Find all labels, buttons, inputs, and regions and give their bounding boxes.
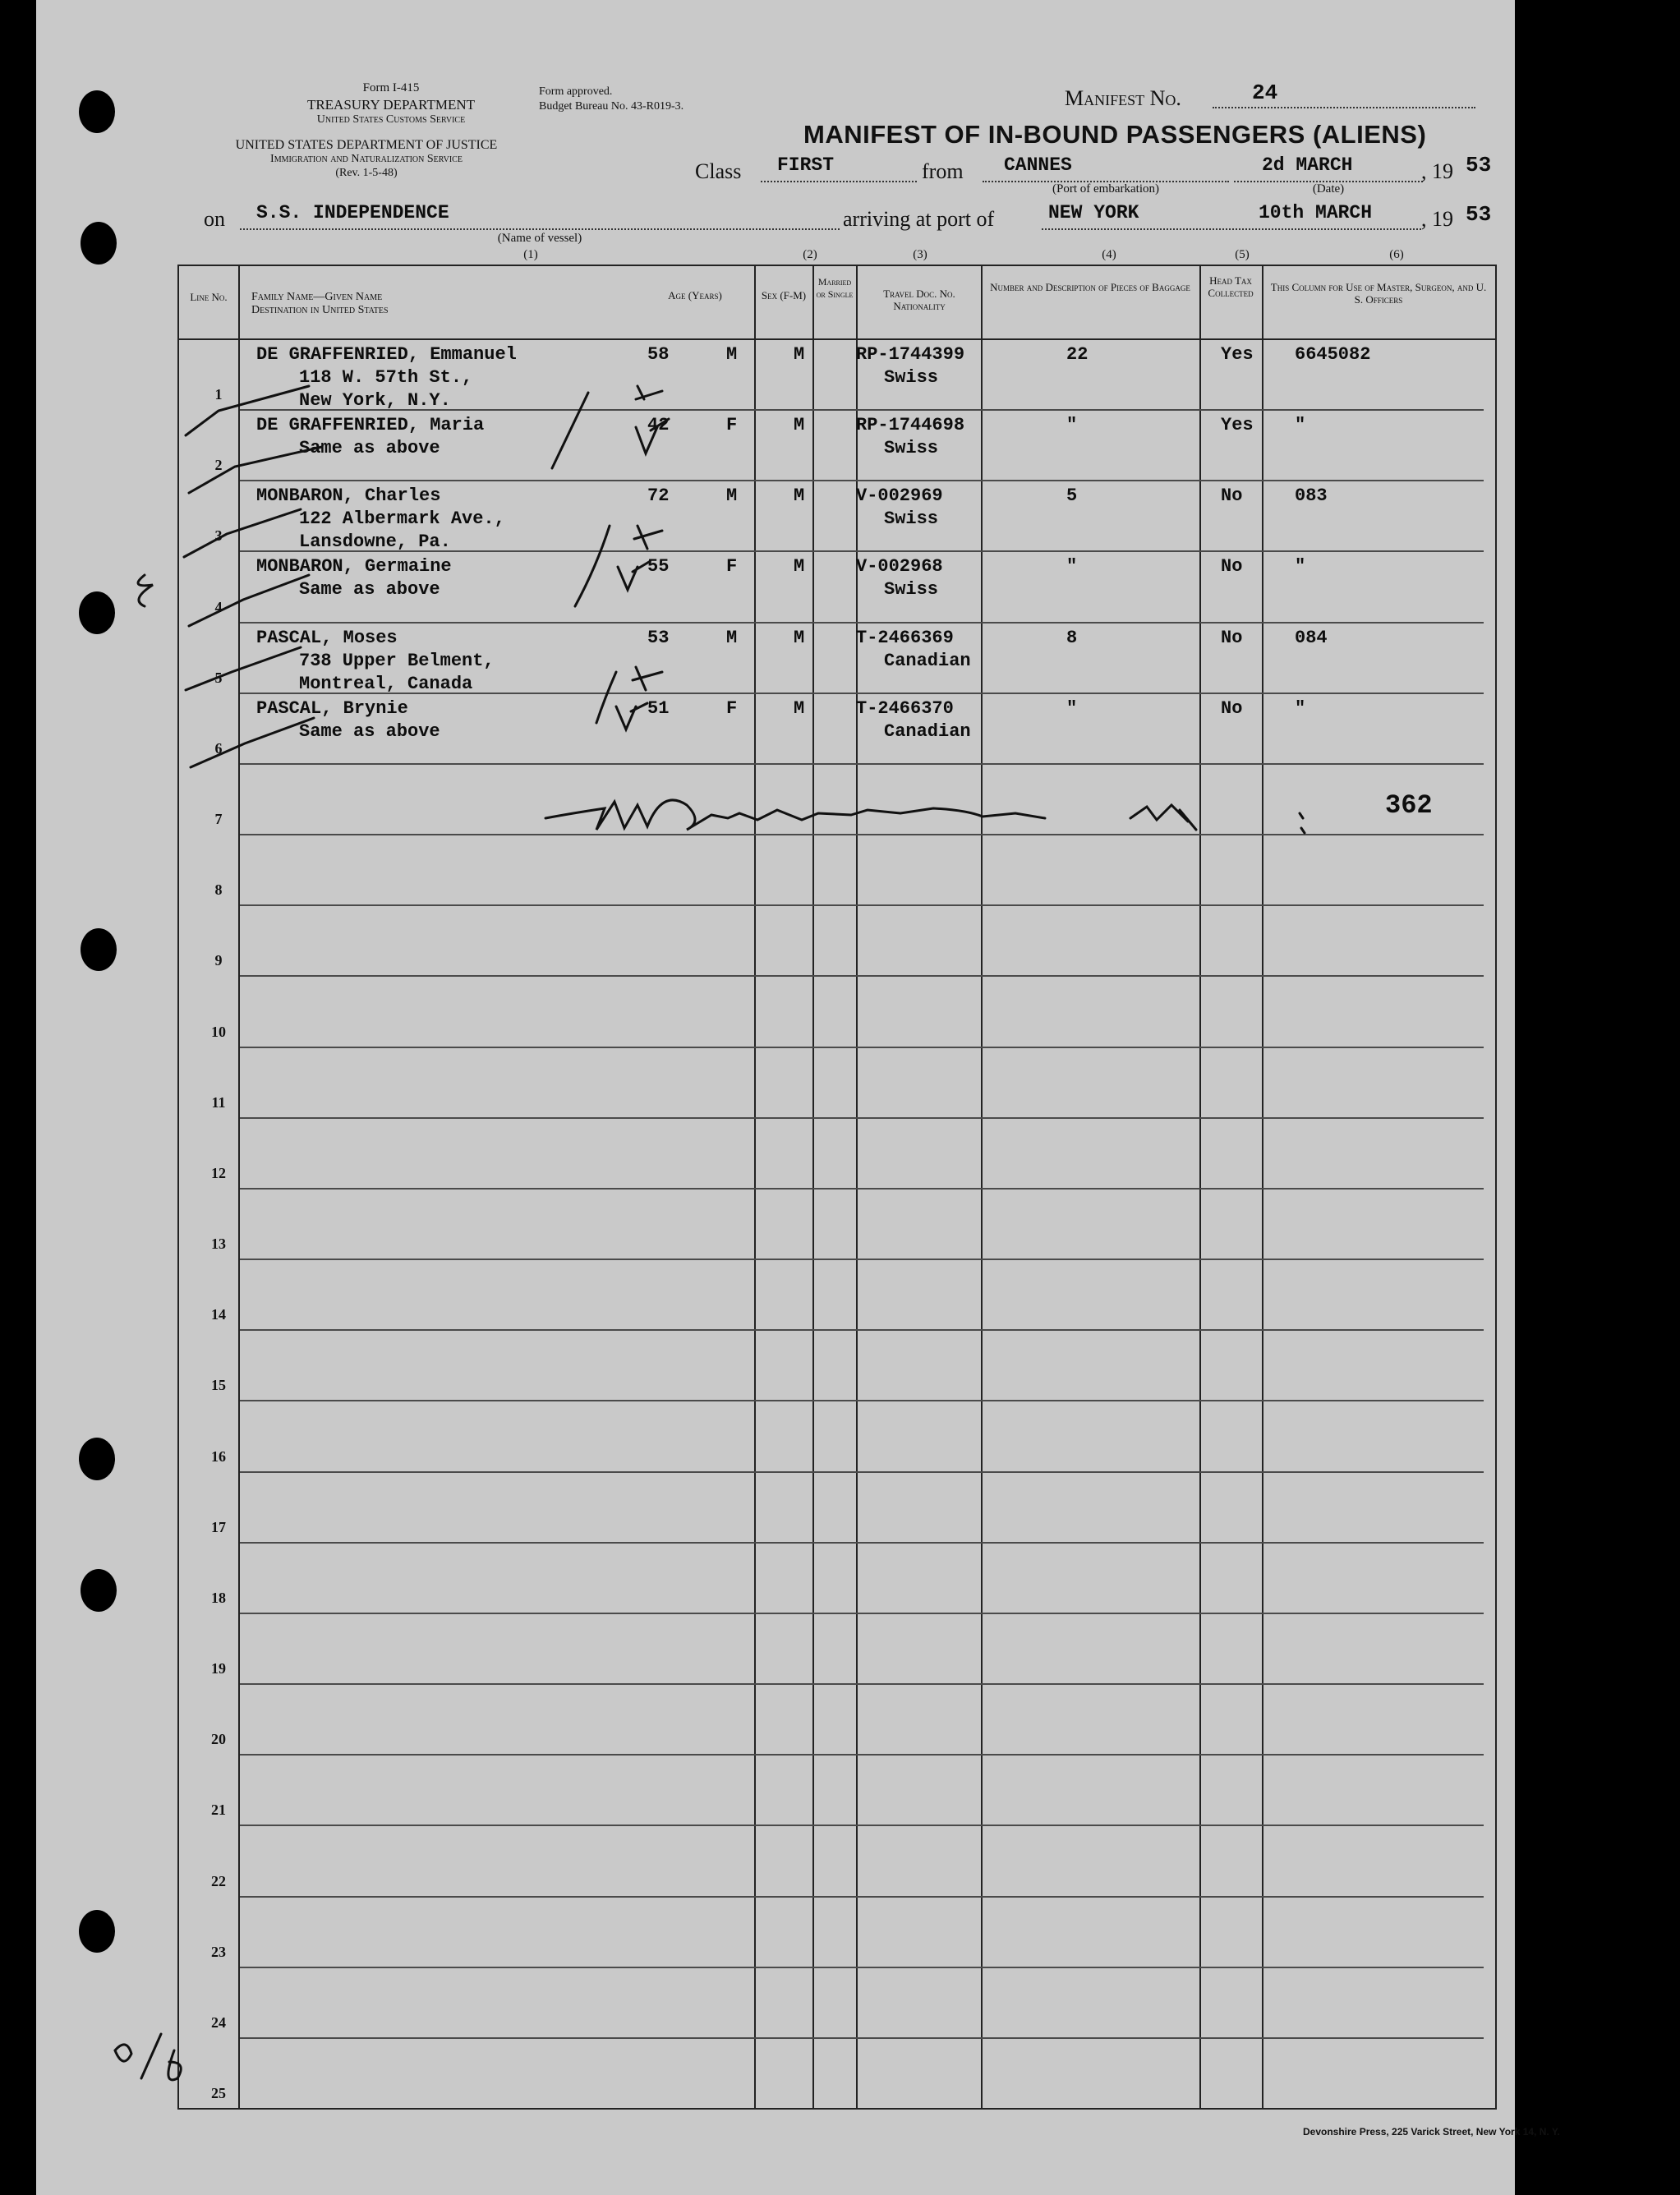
passenger-marital: M [794,415,805,435]
passenger-name: PASCAL, Moses [256,628,398,648]
line-number: 9 [214,952,223,969]
col-married-header: Married or Single [816,276,854,300]
check-stroke [186,386,309,435]
passenger-address: Same as above [299,579,440,600]
line-number: 6 [214,740,223,757]
officer-entry: 084 [1295,628,1328,648]
arriving-label: arriving at port of [843,207,995,231]
check-stroke [189,575,309,626]
signature-stroke [545,800,1045,830]
bracket-stroke [596,672,616,723]
col-dest-header: Destination in United States [251,304,389,316]
bracket-stroke [575,526,610,606]
vessel-name: S.S. INDEPENDENCE [256,202,449,223]
check-stroke [184,509,301,557]
line-number: 7 [214,811,223,827]
passenger-marital: M [794,698,805,719]
head-tax: No [1221,698,1243,719]
passenger-nationality: Canadian [884,651,971,671]
line-number: 14 [211,1306,226,1323]
officer-entry: " [1295,698,1306,719]
passenger-nationality: Canadian [884,721,971,742]
col-baggage-header: Number and Description of Pieces of Baggage [990,281,1190,293]
line-number: 23 [211,1944,226,1960]
line-number: 15 [211,1377,226,1393]
travel-doc-number: RP-1744698 [856,415,965,435]
passenger-address: 122 Albermark Ave., [299,508,505,529]
bracket-stroke [552,393,588,468]
col-sex-header: Sex (F-M) [761,289,807,301]
manifest-title: MANIFEST OF IN-BOUND PASSENGERS (ALIENS) [803,120,1427,149]
line-number: 8 [214,881,223,898]
head-tax: No [1221,485,1243,506]
line-number: 16 [211,1448,226,1465]
initial-stroke [636,419,669,453]
baggage-count: " [1066,698,1078,719]
year-value: 53 [1466,153,1492,177]
passenger-address: 738 Upper Belment, [299,651,495,671]
passenger-sex: F [726,415,738,435]
class-label: Class [695,159,742,183]
margin-mark-stroke [115,2045,131,2061]
passenger-name: DE GRAFFENRIED, Maria [256,415,485,435]
baggage-count: 5 [1066,485,1078,506]
manifest-no-label: Manifest No. [1065,86,1181,110]
margin-mark-stroke [168,2050,181,2080]
officer-entry: 6645082 [1295,344,1371,365]
passenger-nationality: Swiss [884,438,939,458]
col-officers-header: This Column for Use of Master, Surgeon, and U. S. Officers [1270,281,1487,306]
travel-doc-number: T-2466369 [856,628,954,648]
line-number: 17 [211,1519,226,1535]
line-number: 1 [214,386,223,403]
passenger-nationality: Swiss [884,508,939,529]
passenger-name: MONBARON, Germaine [256,556,452,577]
col-age-header: Age (Years) [668,289,722,301]
treasury-dept: TREASURY DEPARTMENT [306,97,476,113]
check-stroke [186,647,301,690]
passenger-address: Montreal, Canada [299,674,473,694]
justice-dept: UNITED STATES DEPARTMENT OF JUSTICE [235,138,498,152]
passenger-sex: F [726,556,738,577]
line-number: 5 [214,670,223,686]
stamp-number: 362 [1385,790,1433,821]
on-label: on [204,207,225,231]
passenger-marital: M [794,628,805,648]
col-num-3: (3) [913,248,927,261]
passenger-name: DE GRAFFENRIED, Emmanuel [256,344,517,365]
check-stroke [191,718,314,767]
passenger-name: PASCAL, Brynie [256,698,408,719]
col-num-6: (6) [1389,248,1404,261]
head-tax: Yes [1221,344,1254,365]
customs-service: United States Customs Service [316,113,466,126]
line-number: 19 [211,1660,226,1677]
arrival-port: NEW YORK [1048,202,1139,223]
arrival-year-prefix: , 19 [1421,207,1453,231]
officer-entry: 083 [1295,485,1328,506]
manifest-no-value: 24 [1252,81,1278,105]
passenger-nationality: Swiss [884,579,939,600]
passenger-marital: M [794,556,805,577]
passenger-age: 42 [647,415,670,435]
line-number: 3 [214,527,223,544]
line-number: 25 [211,2085,226,2101]
passenger-marital: M [794,344,805,365]
travel-doc-number: V-002968 [856,556,943,577]
form-approved: Form approved. [539,85,613,98]
year-prefix: , 19 [1421,159,1453,183]
baggage-count: " [1066,556,1078,577]
ins-service: Immigration and Naturalization Service [270,153,463,165]
line-number: 18 [211,1590,226,1606]
travel-doc-number: T-2466370 [856,698,954,719]
port-caption: (Port of embarkation) [1052,182,1159,196]
initial-stroke [636,386,662,399]
date-value: 2d MARCH [1262,154,1353,176]
passenger-marital: M [794,485,805,506]
officer-entry: " [1295,415,1306,435]
passenger-sex: M [726,485,738,506]
head-tax: No [1221,628,1243,648]
manifest-page [30,0,1560,2195]
line-number: 24 [211,2014,226,2031]
passenger-sex: M [726,344,738,365]
arrival-year: 53 [1466,202,1492,227]
vessel-caption: (Name of vessel) [497,232,582,245]
travel-doc-number: V-002969 [856,485,943,506]
pen-marks [30,0,1515,2195]
baggage-count: " [1066,415,1078,435]
initial-stroke [634,526,662,549]
passenger-sex: M [726,628,738,648]
printer-credit: Devonshire Press, 225 Varick Street, New York 14, N. Y. [1303,2126,1560,2137]
passenger-age: 72 [647,485,670,506]
col-line-header: Line No. [190,291,228,303]
line-number: 13 [211,1236,226,1252]
passenger-age: 58 [647,344,670,365]
head-tax: No [1221,556,1243,577]
travel-doc-number: RP-1744399 [856,344,965,365]
passenger-age: 53 [647,628,670,648]
passenger-age: 51 [647,698,670,719]
col-num-1: (1) [523,248,538,261]
form-number: Form I-415 [362,81,420,94]
col-num-2: (2) [803,248,817,261]
passenger-address: Same as above [299,438,440,458]
budget-bureau: Budget Bureau No. 43-R019-3. [539,100,684,113]
side-mark-stroke [138,575,153,606]
initial-stroke [618,562,649,590]
from-value: CANNES [1004,154,1072,176]
passenger-address: Same as above [299,721,440,742]
passenger-address: 118 W. 57th St., [299,367,473,388]
line-number: 21 [211,1802,226,1818]
line-number: 11 [211,1094,226,1111]
baggage-count: 22 [1066,344,1089,365]
passenger-address: New York, N.Y. [299,390,451,411]
passenger-nationality: Swiss [884,367,939,388]
signature-stroke [1300,813,1305,833]
arrival-date: 10th MARCH [1259,202,1373,223]
form-revision: (Rev. 1-5-48) [335,167,398,179]
col-tax-header: Head Tax Collected [1208,274,1254,299]
margin-mark-stroke [141,2034,161,2078]
initial-stroke [616,703,647,729]
passenger-address: Lansdowne, Pa. [299,531,451,552]
line-number: 22 [211,1873,226,1889]
check-stroke [189,447,322,493]
date-caption: (Date) [1312,182,1345,196]
col-num-5: (5) [1235,248,1250,261]
initial-stroke [633,667,662,690]
line-number: 20 [211,1731,226,1747]
line-number: 4 [214,599,223,615]
officer-entry: " [1295,556,1306,577]
from-label: from [922,159,964,183]
line-number: 12 [211,1165,226,1181]
col-doc-header: Travel Doc. No. Nationality [883,288,955,312]
line-number: 2 [214,457,223,473]
head-tax: Yes [1221,415,1254,435]
passenger-age: 55 [647,556,670,577]
passenger-sex: F [726,698,738,719]
line-number: 10 [211,1024,226,1040]
class-value: FIRST [777,154,835,176]
col-num-4: (4) [1102,248,1116,261]
baggage-count: 8 [1066,628,1078,648]
passenger-name: MONBARON, Charles [256,485,441,506]
signature-stroke [1130,805,1196,830]
col-name-header: Family Name—Given Name [251,291,383,303]
